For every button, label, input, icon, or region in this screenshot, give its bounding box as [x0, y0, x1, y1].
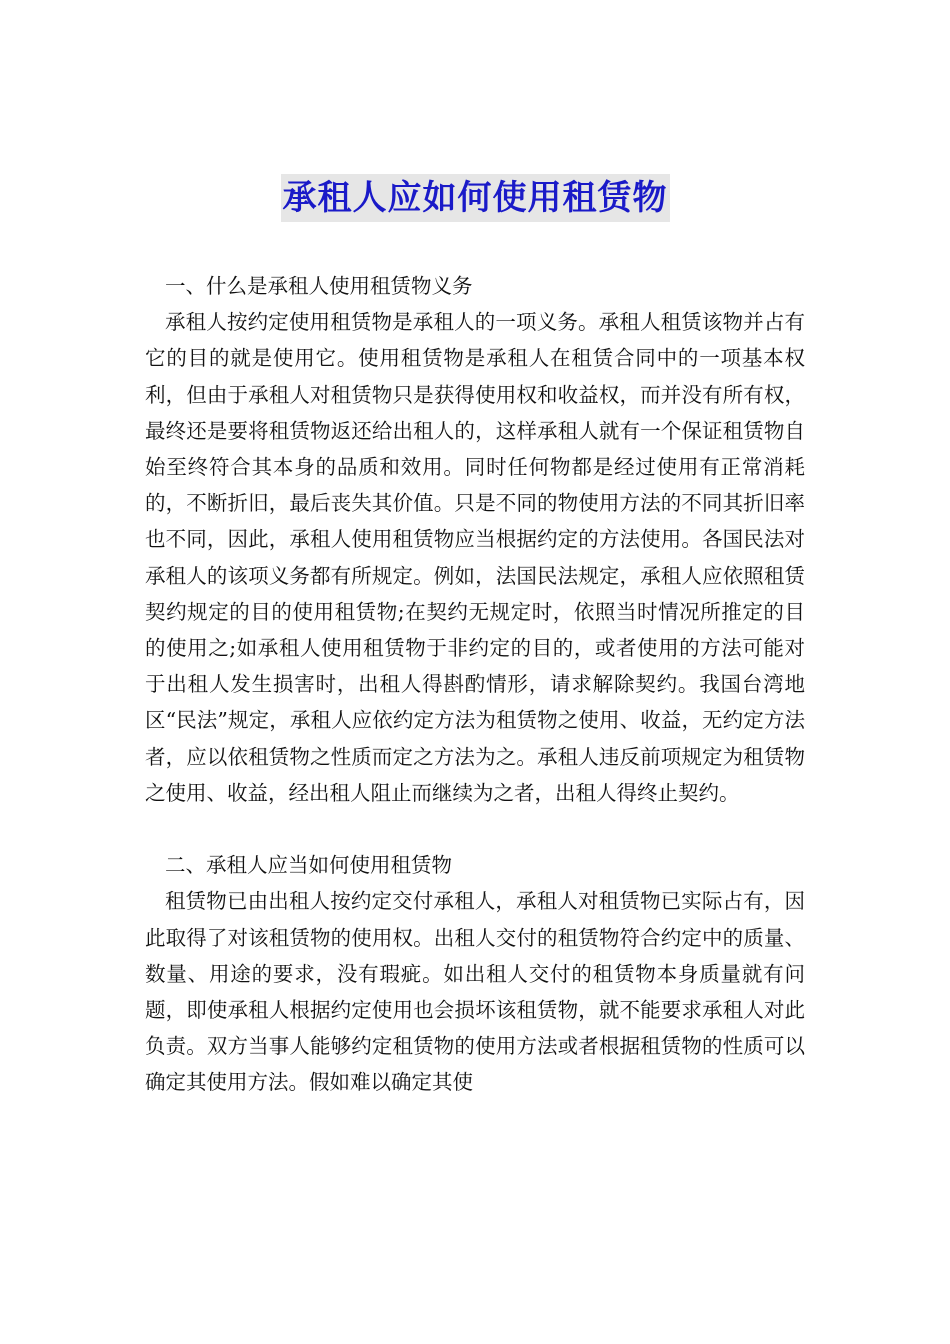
section-heading-1: 一、什么是承租人使用租赁物义务 — [165, 274, 473, 298]
section-paragraph-2: 租赁物已由出租人按约定交付承租人，承租人对租赁物已实际占有，因此取得了对该租赁物的使用权。出租人交付的租赁物符合约定中的质量、数量、用途的要求，没有瑕疵。如出租人交付的租赁物本身质量就有问题，即使承租人根据约定使用也会损坏该租赁物，就不能要求承租人对此负责。双方当事人能够约定租赁物的使用方法或者根据租赁物的性质可以确定其使用方法。假如难以确定其使 — [145, 889, 805, 1095]
title-container — [0, 174, 950, 222]
document-body — [145, 268, 805, 1101]
section-heading-2: 二、承租人应当如何使用租赁物 — [165, 853, 452, 878]
section-spacer — [145, 811, 805, 847]
section-paragraph-1: 承租人按约定使用租赁物是承租人的一项义务。承租人租赁该物并占有它的目的就是使用它。使用租赁物是承租人在租赁合同中的一项基本权利，但由于承租人对租赁物只是获得使用权和收益权，而并没有所有权，最终还是要将租赁物返还给出租人的，这样承租人就有一个保证租赁物自始至终符合其本身的品质和效用。同时任何物都是经过使用有正常消耗的，不断折旧，最后丧失其价值。只是不同的物使用方法的不同其折旧率也不同，因此，承租人使用租赁物应当根据约定的方法使用。各国民法对承租人的该项义务都有所规定。例如，法国民法规定，承租人应依照租赁契约规定的目的使用租赁物;在契约无规定时，依照当时情况所推定的目的使用之;如承租人使用租赁物于非约定的目的，或者使用的方法可能对于出租人发生损害时，出租人得斟酌情形，请求解除契约。我国台湾地区“民法”规定，承租人应依约定方法为租赁物之使用、收益，无约定方法者，应以依租赁物之性质而定之方法为之。承租人违反前项规定为租赁物之使用、收益，经出租人阻止而继续为之者，出租人得终止契约。 — [145, 310, 805, 805]
document-title: 承租人应如何使用租赁物 — [281, 174, 670, 222]
